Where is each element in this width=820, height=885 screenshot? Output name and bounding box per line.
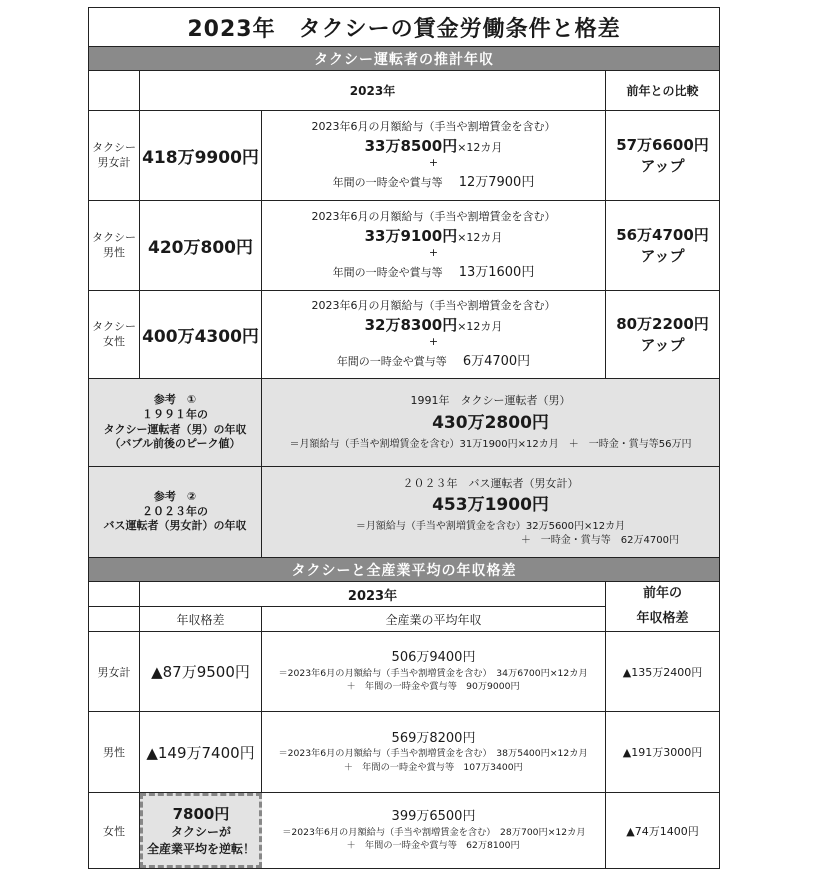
all-industry-average: 569万8200円 ＝2023年6月の月額給与（手当や割増賃金を含む） 38万5400円×12カ月 ＋ 年間の一時金や賞与等 107万3400円 xyxy=(262,712,606,793)
row-label: タクシー 男性 xyxy=(89,201,140,291)
row-label: タクシー 女性 xyxy=(89,291,140,379)
header-empty xyxy=(89,71,140,111)
income-gap-highlight: 7800円 タクシーが 全産業平均を逆転！ xyxy=(140,793,262,868)
section2-band: タクシーと全産業平均の年収格差 xyxy=(89,558,719,582)
header-empty xyxy=(89,607,140,632)
income-gap: ▲149万7400円 xyxy=(140,712,262,793)
row-label: 女性 xyxy=(89,793,140,868)
section1-band: タクシー運転者の推計年収 xyxy=(89,47,719,71)
prev-gap-value: ▲191万3000円 xyxy=(606,712,719,793)
col-gap-header: 年収格差 xyxy=(140,607,262,632)
all-industry-average: 399万6500円 ＝2023年6月の月額給与（手当や割増賃金を含む） 28万700円×12カ月 ＋ 年間の一時金や賞与等 62万8100円 xyxy=(262,793,606,868)
header-empty xyxy=(89,582,140,607)
row-label: タクシー 男女計 xyxy=(89,111,140,201)
income-breakdown: 2023年6月の月額給与（手当や割増賃金を含む） 33万9100円×12カ月 + 年間の一時金や賞与等 13万1600円 xyxy=(262,201,606,291)
prev-gap-value: ▲135万2400円 xyxy=(606,632,719,712)
annual-income: 418万9900円 xyxy=(140,111,262,201)
income-breakdown: 2023年6月の月額給与（手当や割増賃金を含む） 33万8500円×12カ月 + 年間の一時金や賞与等 12万7900円 xyxy=(262,111,606,201)
compare-value: 80万2200円 アップ xyxy=(606,291,719,379)
reference2-value: ２０２３年 バス運転者（男女計） 453万1900円 ＝月額給与（手当や割増賃金を含む）32万5600円×12カ月 ＋ 一時金・賞与等 62万4700円 xyxy=(262,467,719,558)
compare-value: 57万6600円 アップ xyxy=(606,111,719,201)
row-label: 男女計 xyxy=(89,632,140,712)
income-gap: ▲87万9500円 xyxy=(140,632,262,712)
reference1-label: 参考 ① １９９１年の タクシー運転者（男）の年収 （バブル前後のピーク値） xyxy=(89,379,262,467)
header-year: 2023年 xyxy=(140,71,606,111)
header-prev-gap: 前年の 年収格差 xyxy=(606,582,719,632)
reference2-label: 参考 ② ２０２３年の バス運転者（男女計）の年収 xyxy=(89,467,262,558)
header-year: 2023年 xyxy=(140,582,606,607)
annual-income: 420万800円 xyxy=(140,201,262,291)
row-label: 男性 xyxy=(89,712,140,793)
reference1-value: 1991年 タクシー運転者（男） 430万2800円 ＝月額給与（手当や割増賃金を含む）31万1900円×12カ月 ＋ 一時金・賞与等56万円 xyxy=(262,379,719,467)
income-breakdown: 2023年6月の月額給与（手当や割増賃金を含む） 32万8300円×12カ月 + 年間の一時金や賞与等 6万4700円 xyxy=(262,291,606,379)
compare-value: 56万4700円 アップ xyxy=(606,201,719,291)
page-title: 2023年 タクシーの賃金労働条件と格差 xyxy=(89,8,719,47)
col-avg-header: 全産業の平均年収 xyxy=(262,607,606,632)
prev-gap-value: ▲74万1400円 xyxy=(626,824,699,838)
annual-income: 400万4300円 xyxy=(140,291,262,379)
all-industry-average: 506万9400円 ＝2023年6月の月額給与（手当や割増賃金を含む） 34万6700円×12カ月 ＋ 年間の一時金や賞与等 90万9000円 xyxy=(262,632,606,712)
header-compare: 前年との比較 xyxy=(606,71,719,111)
wage-table xyxy=(88,7,720,869)
